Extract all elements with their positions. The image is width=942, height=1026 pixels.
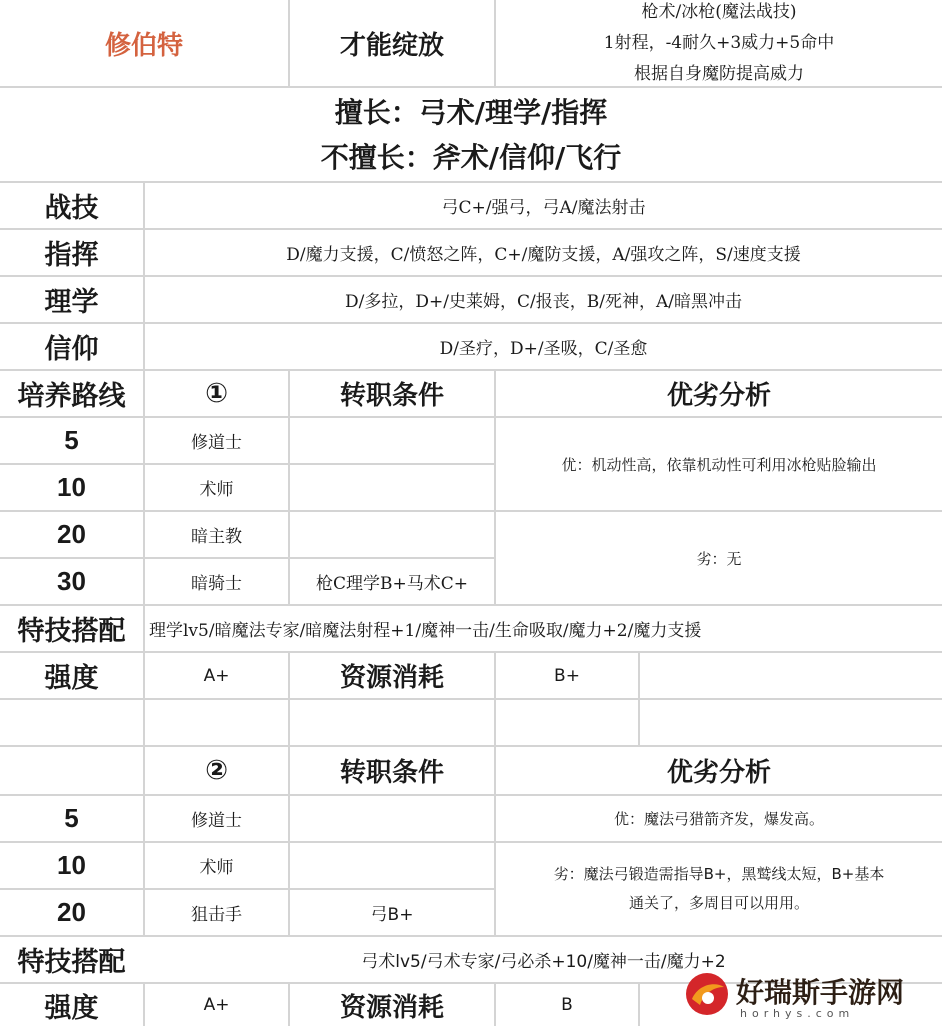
site-logo-icon [684, 971, 730, 1017]
cons-line: 通关了，多周目可以用用。 [628, 894, 809, 912]
route-level: 30 [57, 566, 86, 596]
route-level: 5 [64, 425, 79, 455]
row-divider [0, 698, 942, 700]
route-level: 20 [57, 519, 86, 549]
route-index: ① [205, 378, 228, 409]
route-class: 修道士 [191, 811, 242, 831]
talent-line: 枪术/冰枪(魔法战技) [641, 1, 797, 22]
cost-label: 资源消耗 [339, 992, 444, 1023]
strong-skills: 擅长：弓术/理学/指挥 [334, 95, 608, 129]
class-change-condition: 弓B+ [370, 905, 414, 925]
skill-value: 弓C+/强弓，弓A/魔法射击 [441, 198, 646, 218]
pros-text: 优：魔法弓猎箭齐发，爆发高。 [613, 810, 824, 828]
skill-label: 信仰 [44, 334, 99, 365]
pros-text: 优：机动性高，依靠机动性可利用冰枪贴脸输出 [561, 455, 877, 474]
route-index: ② [205, 755, 228, 786]
strength-label: 强度 [44, 992, 99, 1024]
class-change-condition: 枪C理学B+马术C+ [316, 574, 468, 594]
strength-value: A+ [203, 665, 230, 686]
ability-label: 特技搭配 [17, 947, 126, 978]
analysis-header: 优劣分析 [666, 381, 771, 411]
skill-label: 指挥 [44, 240, 99, 271]
skill-value: D/多拉，D+/史莱姆，C/报丧，B/死神，A/暗黑冲击 [345, 292, 742, 312]
ability-value: 弓术lv5/弓术专家/弓必杀+10/魔神一击/魔力+2 [361, 952, 726, 972]
ability-label: 特技搭配 [17, 616, 126, 647]
route-class: 术师 [199, 480, 234, 500]
route-level: 20 [57, 897, 86, 927]
skill-label: 战技 [44, 193, 99, 224]
route-class: 暗主教 [191, 527, 242, 547]
route-class: 术师 [199, 858, 234, 878]
route-level: 10 [57, 472, 86, 502]
route-label: 培养路线 [17, 381, 126, 412]
watermark-text: 好瑞斯手游网 [736, 976, 905, 1009]
character-name: 修伯特 [104, 30, 183, 61]
route-class: 暗骑士 [191, 574, 242, 594]
cost-value: B+ [554, 665, 580, 686]
talent-description [496, 0, 942, 86]
col-divider [638, 982, 640, 1026]
cons-text: 劣：无 [696, 549, 742, 568]
weak-skills: 不擅长：斧术/信仰/飞行 [320, 140, 622, 174]
cost-value: B [561, 995, 573, 1015]
cost-label: 资源消耗 [339, 663, 444, 693]
analysis-header: 优劣分析 [666, 758, 771, 788]
skill-value: D/圣疗，D+/圣吸，C/圣愈 [439, 339, 648, 359]
route-class: 狙击手 [191, 905, 242, 925]
skill-value: D/魔力支援，C/愤怒之阵，C+/魔防支援，A/强攻之阵，S/速度支援 [286, 245, 801, 265]
talent-line: 根据自身魔防提高威力 [634, 63, 804, 84]
strength-value: A+ [203, 995, 230, 1015]
ability-value: 理学lv5/暗魔法专家/暗魔法射程+1/魔神一击/生命吸取/魔力+2/魔力支援 [149, 621, 702, 641]
watermark [684, 963, 942, 1026]
strength-label: 强度 [44, 663, 99, 694]
talent-label: 才能绽放 [339, 30, 444, 61]
skill-label: 理学 [44, 287, 99, 318]
proficiency-block [0, 88, 942, 181]
cons-text [496, 843, 942, 935]
route-level: 5 [64, 803, 79, 833]
route-level: 10 [57, 850, 86, 880]
class-change-header: 转职条件 [339, 758, 444, 788]
route-class: 修道士 [191, 433, 242, 453]
col-divider [638, 651, 640, 745]
cons-line: 劣：魔法弓锻造需指导B+，黑鹫线太短，B+基本 [553, 865, 885, 883]
talent-line: 1射程，-4耐久+3威力+5命中 [603, 32, 835, 53]
class-change-header: 转职条件 [339, 381, 444, 411]
watermark-url: horhys.com [740, 1007, 855, 1020]
